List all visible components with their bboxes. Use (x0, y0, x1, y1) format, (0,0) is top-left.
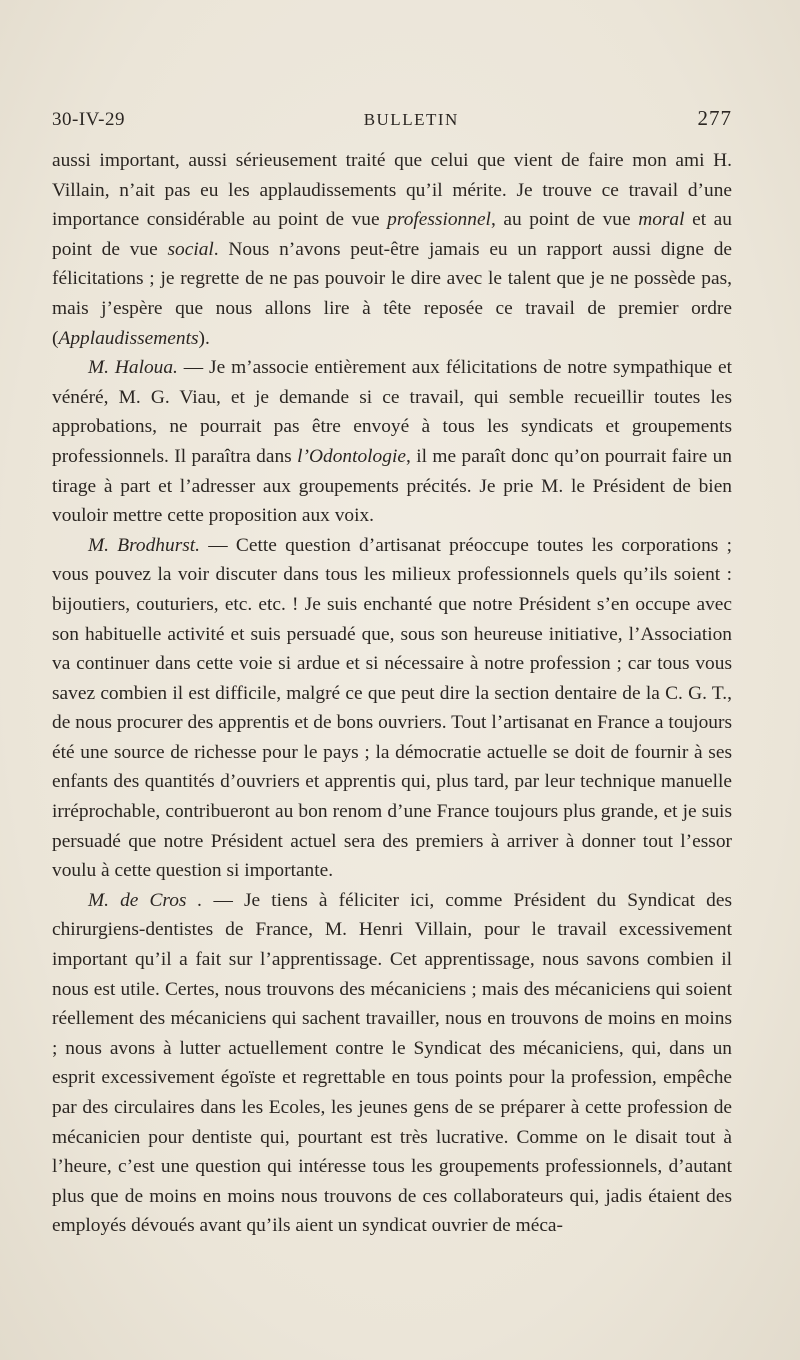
paragraph-continuation (52, 146, 732, 353)
text-segment: aussi important, aussi sérieusement traité que celui que vient de faire mon ami H. Villain, n’ait pas eu les applaudissements qu’il mérite. Je trouve ce travail d’une importance considérable au point de vue (52, 150, 732, 231)
italic-term: moral (638, 209, 685, 231)
speaker-name: M. de Cros . (88, 889, 203, 911)
page-number: 277 (697, 106, 732, 130)
paragraph-haloua (52, 353, 732, 531)
text-segment: — Je m’associe entièrement aux félicitations de notre sympathique et vénéré, M. G. Viau, et je demande si ce travail, qui semble recueillir toutes les approbations, ne pourrait pas être envoyé à tous les syndicats et groupements professionnels. Il paraîtra dans (52, 357, 732, 467)
italic-term: Applaudissements (58, 327, 199, 349)
speaker-name: M. Haloua. (88, 357, 178, 379)
paragraph-de-cros (52, 886, 732, 1241)
italic-term: professionnel (387, 209, 491, 231)
text-segment: , au point de vue (490, 209, 639, 231)
header-title: BULLETIN (363, 110, 459, 129)
text-segment: — Je tiens à féliciter ici, comme Président du Syndicat des chirurgiens-dentistes de France, M. Henri Villain, pour le travail excessivement important qu’il a fait sur l’apprentissage. Cet apprentissage, nous savons combien il nous est utile. Certes, nous trouvons des mécaniciens ; mais des mécaniciens qui soient réellement des mécaniciens qui sachent travailler, nous en trouvons de moins en moins ; nous avons à lutter actuellement contre le Syndicat des mécaniciens, qui, dans un esprit excessivement égoïste et regrettable en tous points pour la profession, empêche par des circulaires dans les Ecoles, les jeunes gens de se préparer à cette profession de mécanicien pour dentiste qui, pourtant est très lucrative. Comme on le disait tout à l’heure, c’est une question qui intéresse tous les groupements professionnels, d’autant plus que de moins en moins nous trouvons de ces collaborateurs qui, jadis étaient des employés dévoués avant qu’ils aient un syndicat ouvrier de méca- (52, 889, 732, 1237)
running-header (52, 106, 732, 136)
text-segment: ). (198, 327, 210, 349)
speaker-name: M. Brodhurst. (88, 534, 201, 556)
text-segment: . Nous n’avons peut-être jamais eu un rapport aussi digne de félicitations ; je regrette de ne pas pouvoir le dire avec le talent que je ne possède pas, mais j’espère que nous allons lire à tête reposée ce travail de premier ordre ( (52, 238, 732, 349)
text-segment: , il me paraît donc qu’on pourrait faire un tirage à part et l’adresser aux groupements précités. Je prie M. le Président de bien vouloir mettre cette proposition aux voix. (52, 445, 732, 527)
italic-term: social (167, 238, 214, 260)
header-date: 30-IV-29 (52, 109, 125, 130)
italic-term: l’Odontologie (297, 445, 406, 467)
text-segment: et au point de vue (52, 209, 732, 260)
paragraph-brodhurst (52, 531, 732, 886)
text-segment: — Cette question d’artisanat préoccupe toutes les corporations ; vous pouvez la voir discuter dans tous les milieux professionnels quels qu’ils soient : bijoutiers, couturiers, etc. etc. ! Je suis enchanté que notre Président s’en occupe avec son habituelle activité et suis persuadé que, sous son heureuse initiative, l’Association va continuer dans cette voie si ardue et si nécessaire à notre profession ; car tous vous savez combien il est difficile, malgré ce que peut dire la section dentaire de la C. G. T., de nous procurer des apprentis et de bons ouvriers. Tout l’artisanat en France a toujours été une source de richesse pour le pays ; la démocratie actuelle se doit de fournir à ses enfants des quantités d’ouvriers et apprentis qui, plus tard, par leur technique manuelle irréprochable, contribueront au bon renom d’une France toujours plus grande, et je suis persuadé que notre Président actuel sera des premiers à arriver à donner tout l’essor voulu à cette question si importante. (52, 534, 732, 882)
body-text (52, 146, 732, 1241)
